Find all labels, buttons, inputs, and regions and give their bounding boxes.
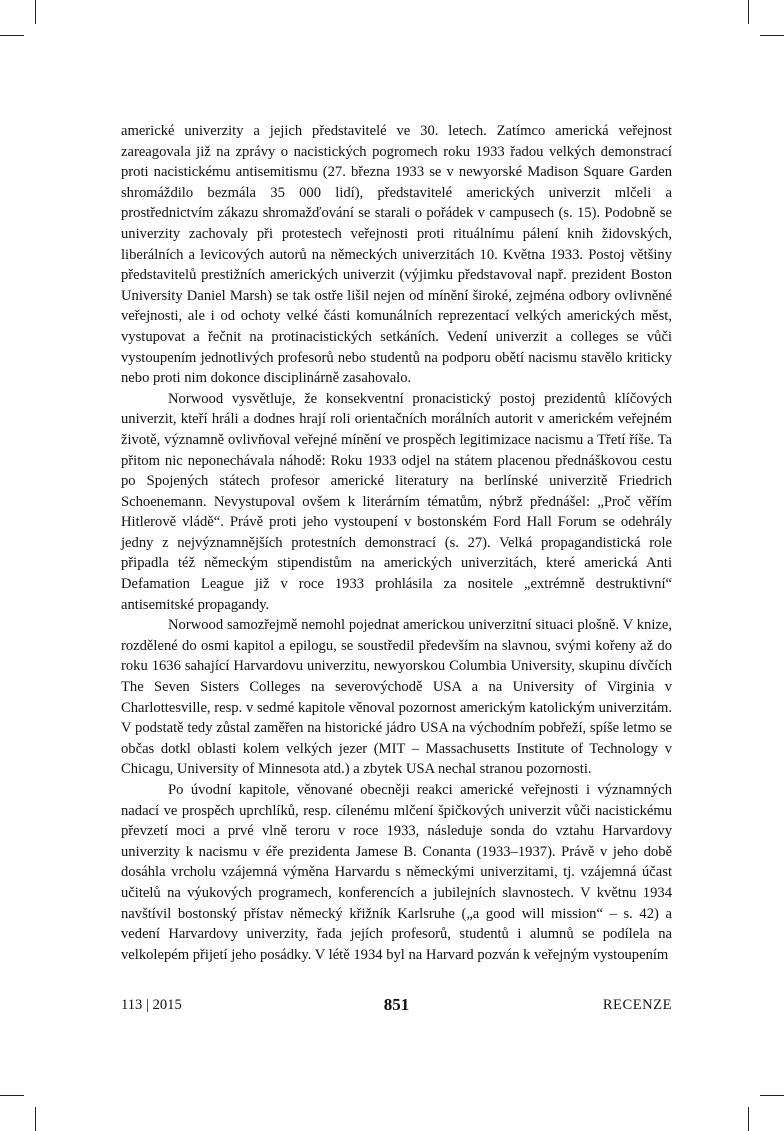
issue-label: 113 | 2015	[121, 997, 182, 1013]
body-text	[121, 121, 672, 965]
page-footer	[121, 995, 672, 1017]
paragraph: Po úvodní kapitole, věnované obecněji reakci americké veřejnosti i významných nadací ve prospěch uprchlíků, resp. cílenému mlčení špičkových univerzit vůči nacistickému převzetí moci a prvé vlně teroru v roce 1933, následuje sonda do vztahu Harvardovy univerzity k nacismu v éře prezidenta Jamese B. Conanta (1933–1937). Právě v jeho době dosáhla vrcholu vzájemná výměna Harvardu s německými univerzitami, tj. vzájemná účast učitelů na výukových programech, konferencích a jubilejních slavnostech. V květnu 1934 navštívil bostonský přístav německý křižník Karlsruhe („a good will mission“ – s. 42) a vedení Harvardovy univerzity, řada jejích profesorů, studentů i alumnů se podílela na velkolepém přijetí jeho posádky. V létě 1934 byl na Harvard pozván k veřejným vystoupením	[121, 782, 672, 963]
crop-mark-top-left	[35, 0, 36, 24]
page-number: 851	[383, 995, 410, 1014]
paragraph: americké univerzity a jejich představitelé ve 30. letech. Zatímco americká veřejnost zareagovala již na zprávy o nacistických pogromech roku 1933 řadou velkých demonstrací proti nacistickému antisemitismu (27. března 1933 se v newyorské Madison Square Garden shromáždilo bezmála 35 000 lidí), představitelé amerických univerzit mlčeli a prostřednictvím zákazu shromažďování se starali o pořádek v campusech (s. 15). Podobně se univerzity zachovaly při protestech veřejnosti proti rituálnímu pálení knih židovských, liberálních a levicových autorů na německých univerzitách 10. Května 1933. Postoj většiny představitelů prestižních amerických univerzit (výjimku představoval např. prezident Boston University Daniel Marsh) se tak ostře lišil nejen od mínění široké, zejména odbory ovlivněné veřejnosti, ale i od ochoty velké části komunálních reprezentací velkých amerických měst, vystupovat a řečnit na protinacistických setkáních. Vedení univerzit a colleges se vůči vystoupením jednotlivých profesorů nebo studentů na podporu obětí nacismu stavělo kriticky nebo proti nim dokonce disciplinárně zasahovalo.	[121, 123, 672, 387]
crop-mark-right-bottom	[760, 1095, 784, 1096]
crop-mark-right-top	[760, 35, 784, 36]
crop-mark-left-bottom	[0, 1095, 24, 1096]
crop-mark-bottom-right	[748, 1107, 749, 1131]
paragraph: Norwood vysvětluje, že konsekventní pronacistický postoj prezidentů klíčových univerzit, kteří hráli a dodnes hrají roli orientačních morálních autorit v americkém veřejném životě, významně ovlivňoval veřejné mínění ve prospěch legitimizace nacismu a Třetí říše. Ta přitom nic neponechávala náhodě: Roku 1933 odjel na státem placenou přednáškovou cestu po Spojených státech profesor americké literatury na berlínské univerzitě Friedrich Schoenemann. Nevystupoval ovšem k literárním tématům, nýbrž přednášel: „Proč věřím Hitlerově vládě“. Právě proti jeho vystoupení v bostonském Ford Hall Forum se odehrály jedny z nejvýznamnějších protestních demonstrací (s. 27). Velká propagandistická role připadla též německým stipendistům na amerických univerzitách, které americká Anti Defamation League již v roce 1933 prohlásila za nositele „extrémně destruktivní“ antisemitské propagandy.	[121, 390, 672, 613]
paragraph: Norwood samozřejmě nemohl pojednat americkou univerzitní situaci plošně. V knize, rozdělené do osmi kapitol a epilogu, se soustředil především na slavnou, svými kořeny až do roku 1636 sahající Harvardovu univerzitu, newyorskou Columbia University, skupinu dívčích The Seven Sisters Colleges na severovýchodě USA a na University of Virginia v Charlottesville, resp. v sedmé kapitole věnoval pozornost americkým katolickým univerzitám. V podstatě tedy zůstal zaměřen na historické jádro USA na východním pobřeží, spíše letmo se občas dotkl oblasti kolem velkých jezer (MIT – Massachusetts Institute of Technology v Chicagu, University of Minnesota atd.) a zbytek USA nechal stranou pozornosti.	[121, 617, 672, 778]
crop-mark-left-top	[0, 35, 24, 36]
section-label: RECENZE	[602, 997, 672, 1013]
crop-mark-bottom-left	[35, 1107, 36, 1131]
crop-mark-top-right	[748, 0, 749, 24]
